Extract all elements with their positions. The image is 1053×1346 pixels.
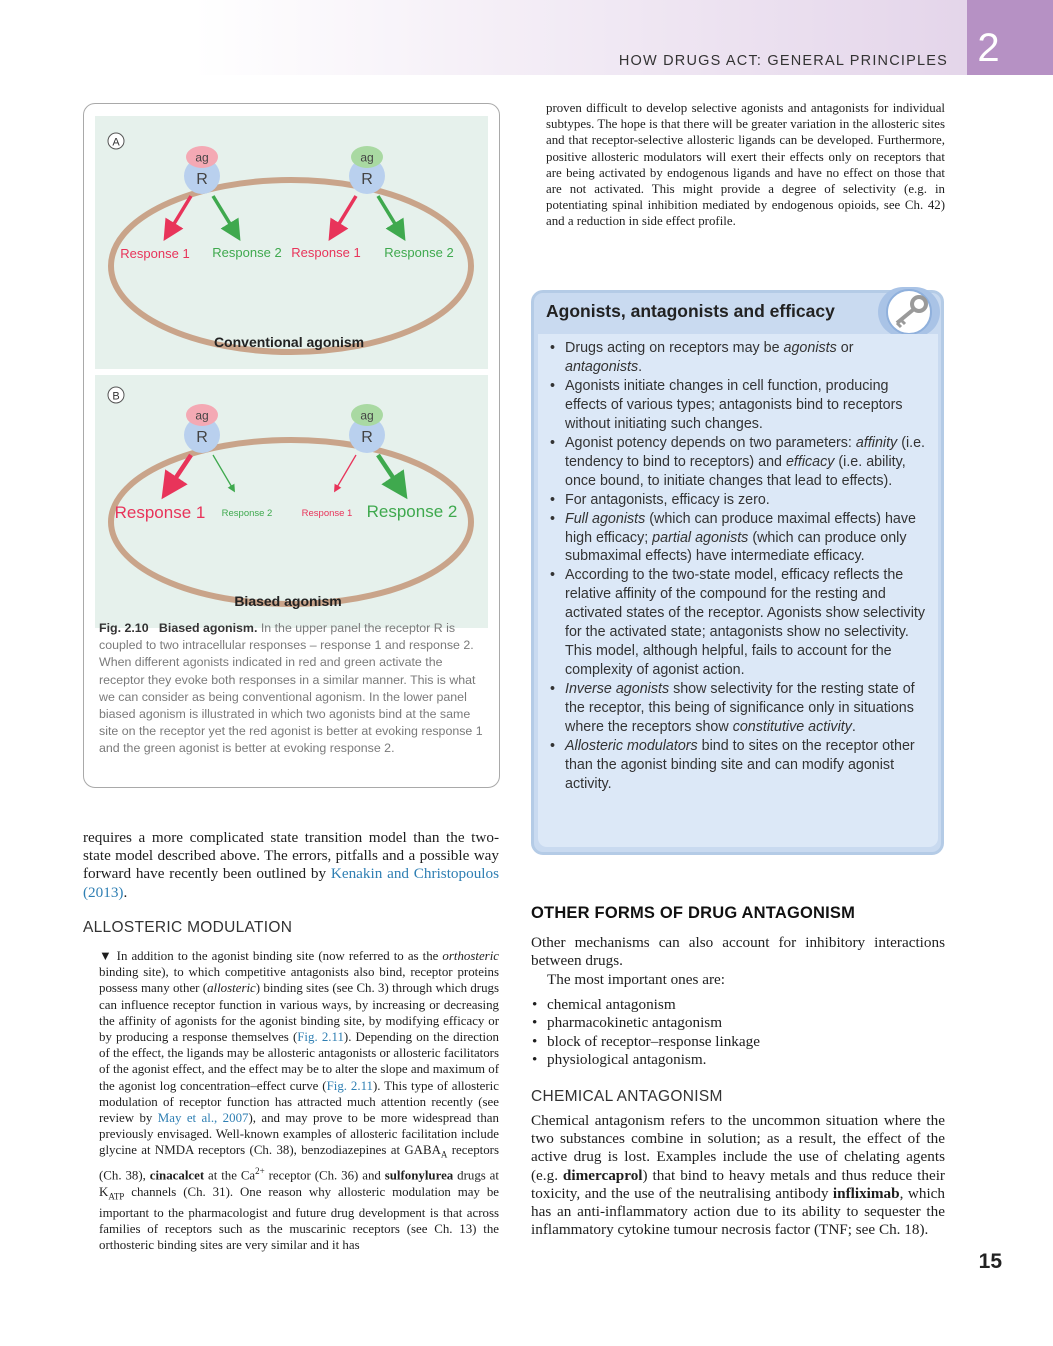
subscript: ATP [108, 1191, 125, 1202]
cell-membrane [111, 440, 471, 604]
arrow-response-2 [378, 196, 400, 232]
subscript: A [440, 1150, 448, 1161]
text: receptors (Ch. 38), [99, 1143, 499, 1183]
response-2-label: Response 2 [212, 245, 282, 260]
key-point: • According to the two-state model, efficacy reflects the relative affinity of the compound for the resting and activated states of the receptor. Agonists show selectivity for the activated state; antagonists show no selectivity. This model, although helpful, fails to account for the complexity of agonist action. [548, 566, 934, 680]
response-2-label-small: Response 2 [221, 508, 273, 519]
key-point: • Drugs acting on receptors may be agonists or antagonists. [548, 339, 934, 377]
cell-membrane [111, 180, 471, 352]
panel-title: Conventional agonism [213, 334, 365, 350]
term-allosteric: allosteric [207, 981, 256, 996]
key-points-title: Agonists, antagonists and efficacy [546, 301, 835, 321]
chemical-antagonism-heading: CHEMICAL ANTAGONISM [531, 1088, 723, 1105]
other-forms-heading: OTHER FORMS OF DRUG ANTAGONISM [531, 904, 856, 922]
receptor-label: R [196, 171, 208, 188]
text: ), and may prove to be more widespread than previously envisaged. Well-known examples of allosteric facilitation include glycine at NMDA receptors (Ch. 38), benzodiazepines at GABA [99, 1111, 499, 1158]
text: ). This type of allosteric modulation of receptor function has attracted much attention recently (see review by [99, 1078, 499, 1126]
key-points-body [538, 334, 938, 847]
response-1-label-large: Response 1 [114, 503, 206, 522]
text: drugs at K [99, 1168, 499, 1199]
receptor-label: R [361, 429, 373, 446]
text: channels (Ch. 31). One reason why allosteric modulation may be important to the pharmacologist and future drug development is that across families of receptors such as the muscarinic receptors (see Ch. 13) the orthosteric binding sites are very similar and it has [99, 1184, 499, 1252]
text: In addition to the agonist binding site (now referred to as the [112, 949, 443, 963]
agonist-label: ag [195, 408, 209, 423]
list-item: • block of receptor–response linkage [531, 1033, 941, 1051]
response-1-label: Response 1 [120, 246, 190, 261]
agonist-label: ag [195, 150, 209, 165]
text: , which has an anti-inflammatory action due to its ability to sequester the inflammatory cytokine tumour necrosis factor (TNF; see Ch. 18). [531, 1184, 945, 1239]
drug-name: infliximab [832, 1184, 900, 1202]
list-item: • pharmacokinetic antagonism [531, 1014, 941, 1032]
panel-biased-agonism [95, 375, 488, 628]
arrow-response-1 [334, 196, 356, 232]
drug-name: sulfonylurea [384, 1168, 454, 1183]
arrow-response-2 [213, 196, 235, 232]
key-points-box [531, 290, 944, 855]
antagonism-types-list [531, 996, 941, 1070]
text: receptor (Ch. 36) and [264, 1168, 385, 1183]
other-forms-paragraph: Other mechanisms can also account for inhibitory interactions between drugs. [531, 934, 945, 970]
list-item: • physiological antagonism. [531, 1051, 941, 1069]
key-point: • Agonists initiate changes in cell function, producing effects of various types; antagonists bind to receptors without initiating such changes. [548, 377, 934, 434]
continuation-paragraph [83, 829, 499, 902]
key-point: • Allosteric modulators bind to sites on the receptor other than the agonist binding site and can modify agonist activity. [548, 737, 934, 794]
response-1-label: Response 1 [291, 245, 361, 260]
drug-name: dimercaprol [562, 1166, 643, 1184]
text: ) binding sites (see Ch. 3) through which drugs can influence receptor function in various ways, by increasing or decreasing the affinity of agonists for the agonist binding site, by modifying efficacy or by producing a response themselves ( [99, 981, 499, 1045]
drug-name: cinacalcet [149, 1168, 205, 1183]
page-number: 15 [978, 1250, 1002, 1273]
reference-link[interactable]: May et al., 2007 [157, 1111, 249, 1126]
key-point: • Inverse agonists show selectivity for the resting state of the receptor, this being of significance only in situations where the receptors show constitutive activity. [548, 680, 934, 737]
arrow-response-2-weak [213, 455, 233, 489]
allosteric-paragraph [99, 948, 499, 1253]
figure-number: Fig. 2.10 [99, 621, 149, 635]
panel-title: Biased agonism [234, 593, 342, 609]
chapter-number: 2 [977, 26, 1000, 70]
caption-text: In the upper panel the receptor R is coupled to two intracellular responses – response 1 and response 2. When different agonists indicated in red and green activate the receptor they evoke both responses in a similar manner. This is what we can consider as being conventional agonism. In the lower panel biased agonism is illustrated in which two agonists bind at the same site on the receptor yet the red agonist is better at evoking response 1 and the green agonist is better at evoking response 2. [99, 621, 483, 756]
text: at the Ca [204, 1168, 256, 1183]
panel-label: A [112, 136, 120, 149]
paragraph-end: . [123, 883, 128, 901]
advanced-text-marker: ▼ [99, 949, 113, 963]
biased-agonism-diagram [95, 375, 488, 615]
key-icon [878, 287, 940, 337]
other-forms-intro: The most important ones are: [547, 971, 725, 988]
key-points-list [548, 339, 934, 794]
response-1-label-small: Response 1 [301, 508, 353, 519]
right-top-paragraph: proven difficult to develop selective agonists and antagonists for individual subtypes. The hope is that there will be greater variation in the allosteric sites and that receptor-selective allosteric ligands can be developed. Furthermore, positive allosteric modulators will exert their effects only on receptors that are being activated by endogenous ligands and have no effect on those that are not activated. This might provide a degree of selectivity (e.g. in potentiating spinal inhibition mediated by endogenous opioids, see Ch. 42) and a reduction in side effect profile. [546, 101, 945, 229]
figure-caption [99, 620, 484, 758]
chemical-antagonism-paragraph [531, 1112, 945, 1239]
panel-conventional-agonism [95, 116, 488, 369]
paragraph-text: requires a more complicated state transition model than the two-state model described above. The errors, pitfalls and a possible way forward have recently been outlined by [83, 829, 499, 883]
arrow-response-2-strong [378, 455, 400, 488]
response-2-label: Response 2 [384, 245, 454, 260]
term-orthosteric: orthosteric [442, 949, 499, 963]
figure-link[interactable]: Fig. 2.11 [326, 1078, 373, 1093]
figure-2-10 [83, 103, 500, 788]
agonist-label: ag [360, 408, 374, 423]
arrow-response-1-weak [336, 455, 356, 489]
superscript: 2+ [255, 1166, 265, 1177]
figure-title: Biased agonism. [158, 621, 258, 635]
text: ) that bind to heavy metals and thus reduce their toxicity, and the use of the neutralising antibody [531, 1166, 945, 1202]
text: ). Depending on the direction of the effect, the ligands may be allosteric antagonists or allosteric facilitators of the agonist effect, and the effect may be to alter the slope and maximum of the agonist log concentration–effect curve ( [99, 1030, 499, 1093]
receptor-label: R [361, 171, 373, 188]
panel-label: B [112, 390, 120, 403]
receptor-label: R [196, 429, 208, 446]
key-point: • Agonist potency depends on two parameters: affinity (i.e. tendency to bind to receptors) and efficacy (i.e. ability, once bound, to initiate changes that lead to effects). [548, 434, 934, 491]
list-item: • chemical antagonism [531, 996, 941, 1014]
running-head: HOW DRUGS ACT: GENERAL PRINCIPLES [618, 53, 948, 69]
allosteric-modulation-heading: ALLOSTERIC MODULATION [83, 919, 293, 936]
text: Chemical antagonism refers to the uncommon situation where the two substances combine in solution; as a result, the effect of the active drug is lost. Examples include the use of chelating agents (e.g. [531, 1112, 945, 1184]
key-point: • Full agonists (which can produce maximal effects) have high efficacy; partial agonists (which can produce only submaximal effects) have intermediate efficacy. [548, 510, 934, 567]
key-point: • For antagonists, efficacy is zero. [548, 491, 934, 510]
reference-link[interactable]: Kenakin and Christopoulos (2013) [83, 865, 500, 901]
agonist-label: ag [360, 150, 374, 165]
conventional-agonism-diagram [95, 116, 488, 369]
response-2-label-large: Response 2 [366, 502, 458, 521]
figure-link[interactable]: Fig. 2.11 [297, 1030, 344, 1045]
text: binding site), to which competitive antagonists also bind, receptor proteins possess many other ( [99, 965, 499, 996]
